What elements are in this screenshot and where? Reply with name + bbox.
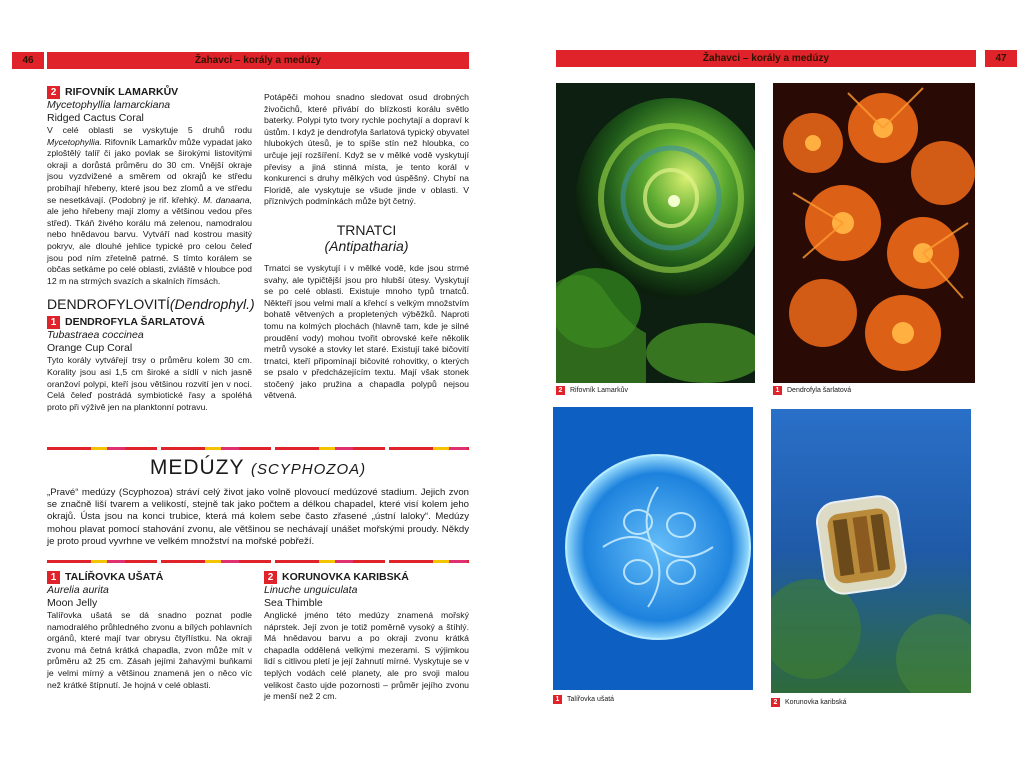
species-text: Tyto korály vytvářejí trsy o průměru kolem 30 cm. Korality jsou asi 1,5 cm široké a sídlí v nich jasně oranžoví polypi, kteří jsou většinou rozvití jen v noci. Celá čeleď postrádá symbiotické řasy a spoléhá proto při výživě jen na planktonní potravu. [47, 355, 252, 412]
caption-rifovnik: 2 Rifovník Lamarkův [556, 386, 628, 395]
coral-photo-illustration [773, 83, 975, 383]
photo-korunovka [771, 409, 971, 693]
photo-dendrofyla [773, 83, 975, 383]
species-title: RIFOVNÍK LAMARKŮV [65, 86, 179, 98]
species-heading-korunovka [264, 571, 469, 584]
latin-name: Mycetophyllia lamarckiana [47, 99, 171, 111]
bottom-left-column [47, 571, 252, 691]
page-number-left: 46 [12, 52, 44, 69]
photo-rifovnik [556, 83, 755, 383]
section-divider [47, 560, 469, 563]
english-name: Ridged Cactus Coral [47, 112, 144, 124]
running-header-left: Žahavci – korály a medúzy [47, 52, 469, 69]
meduzy-intro: „Pravé“ medúzy (Scyphozoa) stráví celý život jako volně plovoucí medúzové stadium. Jejich zvon se značně liší tvarem a velikostí, stejně tak jako počtem a délkou chapadel, které visí kolem jeho okrajů. Ústa jsou na konci trubice, která má kolem sebe často zřasené „ústní laloky“. Medúzy mohou plavat pomocí stahování zvonu, ale většinou se nechávají unášet mořskými proudy. Někdy je proto proud vyvrhne ve velkém množství na mořské pobřeží. [47, 487, 469, 547]
species-number: 2 [264, 571, 277, 584]
latin-name: Tubastraea coccinea [47, 329, 144, 342]
species-title: TALÍŘOVKA UŠATÁ [65, 571, 164, 583]
species-title: DENDROFYLA ŠARLATOVÁ [65, 316, 205, 329]
english-name: Orange Cup Coral [47, 342, 133, 355]
jellyfish-photo-illustration [553, 407, 753, 690]
photo-talirovka [553, 407, 753, 690]
species-number: 1 [47, 316, 60, 329]
coral-photo-illustration [556, 83, 755, 383]
section-title-meduzy: MEDÚZY (SCYPHOZOA) [149, 456, 367, 479]
jellyfish-photo-illustration [771, 409, 971, 693]
species-text: V celé oblasti se vyskytuje 5 druhů rodu Mycetophyllia. Rifovník Lamarkův může vypadat jako zploštělý talíř či jako povlak se širokými listovitými okraji a dorůstá průměru do 30 cm. Vnější okraje jsou vyzdvižené a směrem od okrajů ke středu probíhají hřebeny, které jsou bez zlomů a ve středu se nesetkávají. (Podobný je rif. křehký. M. danaana, ale jeho hřebeny mají zlomy a většinou vedou přes střed). Tkáň živého korálu má zelenou, namodralou nebo hnědavou barvu. Vytváří nad kostrou masitý pokryv, ale dlouhé jehlice typické pro celou čeleď jsou pod ním zřetelně patrné. S tímto korálem se občas setkáme po celé oblasti, zvláště v hloubce pod 12 m na strmých svazích a skalních římsách. [47, 125, 252, 286]
family-heading-trnatci: TRNATCI (Antipatharia) [324, 221, 409, 254]
left-column [47, 86, 255, 413]
family-heading-dendrofylovite: DENDROFYLOVITÍ(Dendrophyl.) [47, 296, 255, 313]
english-name: Moon Jelly [47, 597, 98, 609]
latin-name: Linuche unguiculata [264, 584, 358, 596]
species-heading-dendrofyla [47, 316, 252, 329]
species-text: Talířovka ušatá se dá snadno poznat podle namodralého průhledného zvonu a bílých pohlavních orgánů, které mají tvar obrysu čtyřlístku. Na okraji zvonu má četná krátká chapadla, zvon může mít v průměru až 25 cm. Zásah jejími žahavými buňkami je velmi mírný a většinou znamená jen o něco víc než krátké štípnutí. Je hojná v celé oblasti. [47, 610, 252, 690]
caption-talirovka: 1 Talířovka ušatá [553, 695, 614, 704]
section-divider [47, 447, 469, 450]
species-heading-talirovka [47, 571, 252, 584]
middle-column [264, 92, 469, 402]
caption-dendrofyla: 1 Dendrofyla šarlatová [773, 386, 851, 395]
species-heading-rifovnik [47, 86, 252, 99]
species-text: Anglické jméno této medúzy znamená mořský náprstek. Její zvon je totiž poměrně vysoký a štíhlý. Má hnědavou barvu a po okraji zvonu krátká chapadla oddělená velkými mezerami. S výjimkou lidí s citlivou pletí je její žahnutí mírné. Vyskytuje se v teplých vodách celé planety, ale pro svoji malou velikost často ujde pozornosti – průměr jejího zvonu je menší než 2 cm. [264, 610, 469, 702]
latin-name: Aurelia aurita [47, 584, 109, 596]
species-title: KORUNOVKA KARIBSKÁ [282, 571, 409, 583]
species-number: 2 [47, 86, 60, 99]
caption-korunovka: 2 Korunovka karibská [771, 698, 846, 707]
species-number: 1 [47, 571, 60, 584]
page-number-right: 47 [985, 50, 1017, 67]
english-name: Sea Thimble [264, 597, 323, 609]
trnatci-text: Trnatci se vyskytují i v mělké vodě, kde jsou strmé svahy, ale typičtější jsou pro hlubší útesy. Vyskytují se po celé oblasti. Existuje mnoho typů trnatců. Někteří jsou velmi malí a křehcí s velkým množstvím bohatě větvených a propletených výběžků. Naproti tomu na kolmých plochách (hlavně tam, kde je silné proudění vody) mohou tvořit obrovské keře několik metrů vysoké a stovky let staré. Existují také bičovití trnatci, kteří připomínají bičovité rohovitky, o kterých se psalo v předcházejícím textu. Mají však stonek stočený jako pružina a chapadla polypů nejsou větvená. [264, 262, 469, 401]
continued-text: Potápěči mohou snadno sledovat osud drobných živočichů, které přivábí do blízkosti korálu světlo baterky. Polypi tyto tvory rychle pochytají a dopraví k ústům. I když je dendrofyla šarlatová typický obyvatel hlubokých útesů, je to spíše stín než hloubka, co určuje její rozšíření. Když se v mělké vodě vyskytují převisy a jiná stinná místa, je tento korál v konkurenci s druhy mělkých vod úspěšný. Chybí na Floridě, ale vyskytuje se všude jinde v oblasti. V příznivých podmínkách může být četný. [264, 92, 469, 207]
bottom-middle-column [264, 571, 469, 703]
running-header-right: Žahavci – korály a medúzy [556, 50, 976, 67]
